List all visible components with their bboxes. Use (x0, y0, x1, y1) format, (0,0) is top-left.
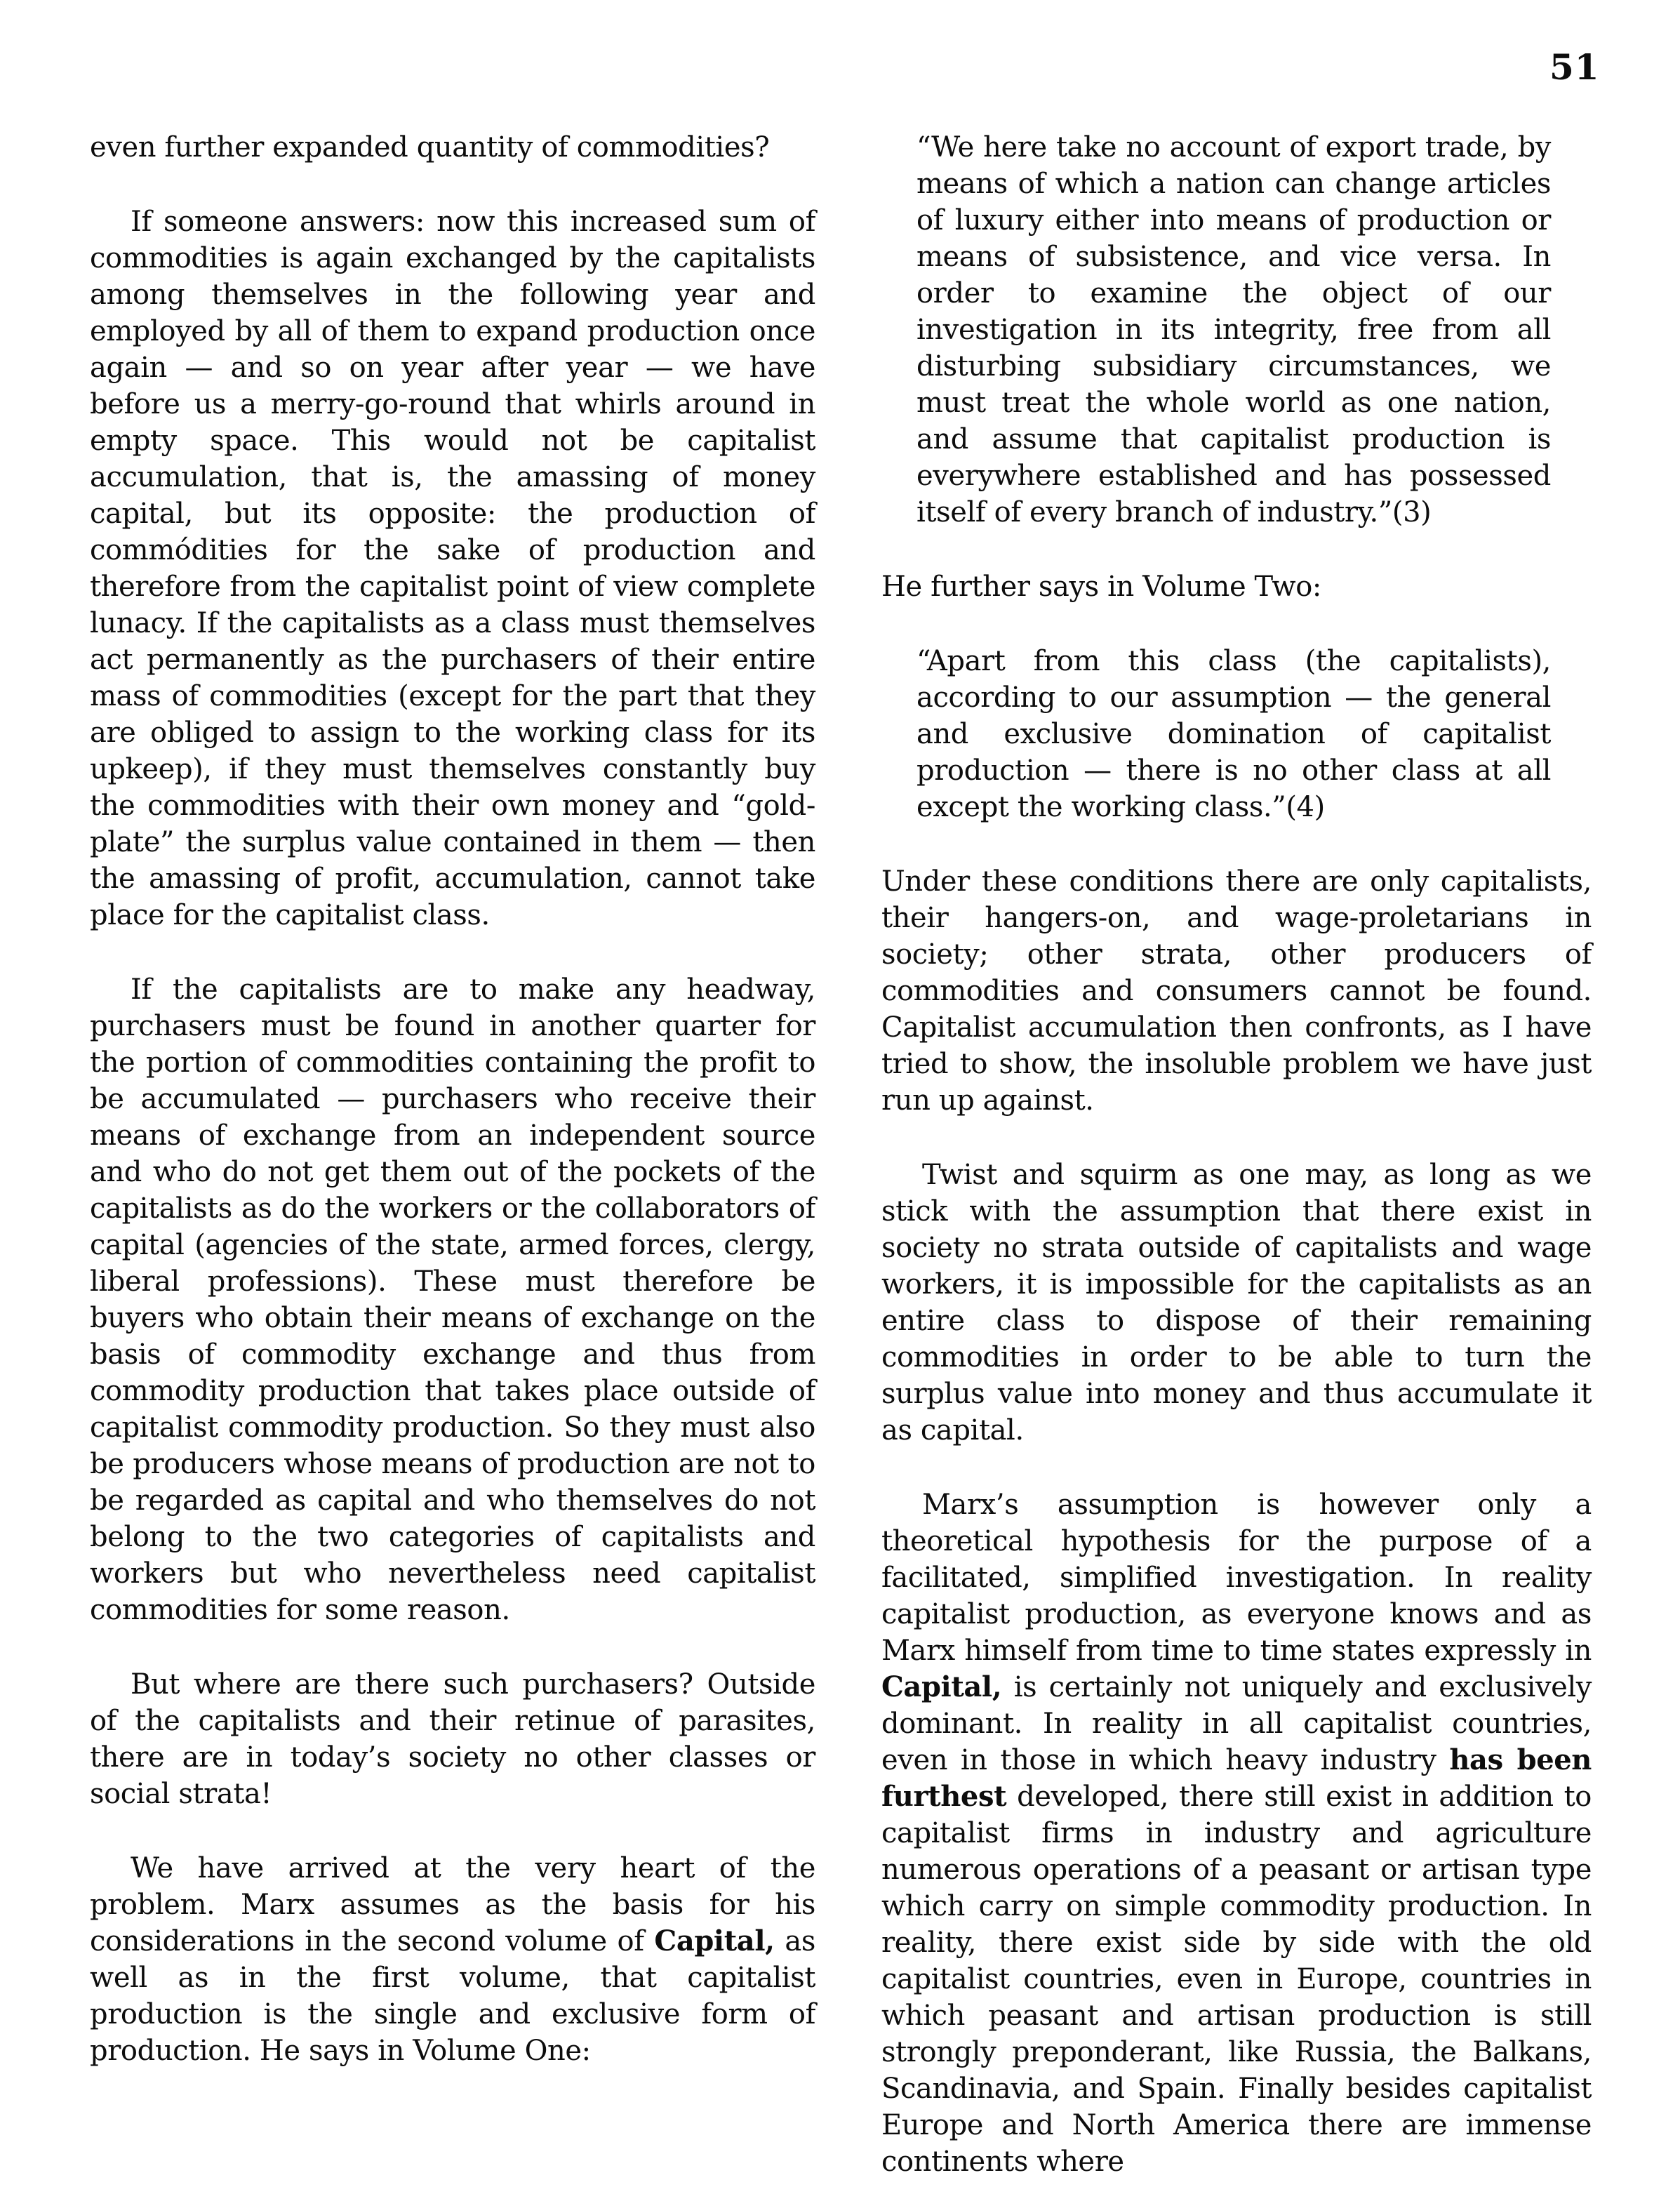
paragraph (881, 1157, 1592, 1449)
text-run: But where are there such purchasers? Outside of the capitalists and their retinue of parasites, there are in today’s society no other classes or social strata! (90, 1668, 815, 1810)
paragraph (90, 129, 815, 166)
block-quote (916, 129, 1551, 531)
text-run: even further expanded quantity of commodities? (90, 131, 770, 164)
paragraph (90, 1666, 815, 1812)
text-run: He further says in Volume Two: (881, 571, 1322, 603)
right-text-column (881, 129, 1592, 2194)
bold-text-run: has been furthest (881, 1743, 1592, 1813)
bold-text-run: Capital, (881, 1670, 1002, 1703)
paragraph (881, 1487, 1592, 2180)
text-run: “Apart from this class (the capitalists), according to our assumption — the general and exclusive domination of capitalist production — there is no other class at all except the working class.”(4) (916, 645, 1551, 823)
text-run: “We here take no account of export trade, by means of which a nation can change articles of luxury either into means of production or means of subsistence, and vice versa. In order to examine the object of our investigation in its integrity, free from all disturbing subsidiary circumstances, we must treat the whole world as one nation, and assume that capitalist production is everywhere established and has possessed itself of every branch of industry.”(3) (916, 131, 1551, 528)
text-run: Twist and squirm as one may, as long as we stick with the assumption that there exist in society no strata outside of capitalists and wage workers, it is impossible for the capitalists as an entire class to dispose of their remaining commodities in order to be able to turn the surplus value into money and thus accumulate it as capital. (881, 1159, 1592, 1447)
text-run: developed, there still exist in addition to capitalist firms in industry and agriculture numerous operations of a peasant or artisan type which carry on simple commodity production. In reality, there exist side by side with the old capitalist countries, even in Europe, countries in which peasant and artisan production is still strongly preponderant, like Russia, the Balkans, Scandinavia, and Spain. Finally besides capitalist Europe and North America there are immense continents where (881, 1781, 1592, 2178)
text-run: We have arrived at the very heart of the problem. Marx assumes as the basis for his considerations in the second volume of (90, 1852, 815, 1957)
paragraph (90, 204, 815, 933)
paragraph (881, 569, 1592, 605)
bold-text-run: Capital, (654, 1924, 775, 1957)
paragraph (90, 971, 815, 1628)
text-run: is certainly not uniquely and exclusively dominant. In reality in all capitalist countries, even in those in which heavy industry (881, 1671, 1592, 1776)
text-run: Marx’s assumption is however only a theoretical hypothesis for the purpose of a facilitated, simplified investigation. In reality capitalist production, as everyone knows and as Marx himself from time to time states expressly in (881, 1489, 1592, 1667)
text-run: Under these conditions there are only capitalists, their hangers-on, and wage-proletarians in society; other strata, other producers of commodities and consumers cannot be found. Capitalist accumulation then confronts, as I have tried to show, the insoluble problem we have just run up against. (881, 865, 1592, 1117)
left-text-column (90, 129, 815, 2107)
page-number: 51 (1549, 46, 1600, 88)
text-run: If the capitalists are to make any headway, purchasers must be found in another quarter for the portion of commodities containing the profit to be accumulated — purchasers who receive their means of exchange from an independent source and who do not get them out of the pockets of the capitalists as do the workers or the collaborators of capital (agencies of the state, armed forces, clergy, liberal professions). These must therefore be buyers who obtain their means of exchange on the basis of commodity exchange and thus from commodity production that takes place outside of capitalist commodity production. So they must also be producers whose means of production are not to be regarded as capital and who themselves do not belong to the two categories of capitalists and workers but who nevertheless need capitalist commodities for some reason. (90, 973, 815, 1626)
block-quote (916, 643, 1551, 825)
text-run: If someone answers: now this increased sum of commodities is again exchanged by the capitalists among themselves in the following year and employed by all of them to expand production once again — and so on year after year — we have before us a merry-go-round that whirls around in empty space. This would not be capitalist accumulation, that is, the amassing of money capital, but its opposite: the production of commódities for the sake of production and therefore from the capitalist point of view complete lunacy. If the capitalists as a class must themselves act permanently as the purchasers of their entire mass of commodities (except for the part that they are obliged to assign to the working class for its upkeep), if they must themselves constantly buy the commodities with their own money and “gold-plate” the surplus value contained in them — then the amassing of profit, accumulation, cannot take place for the capitalist class. (90, 206, 815, 931)
paragraph (881, 863, 1592, 1119)
text-run: as well as in the first volume, that capitalist production is the single and exclusive form of production. He says in Volume One: (90, 1925, 816, 2067)
paragraph (90, 1850, 815, 2069)
